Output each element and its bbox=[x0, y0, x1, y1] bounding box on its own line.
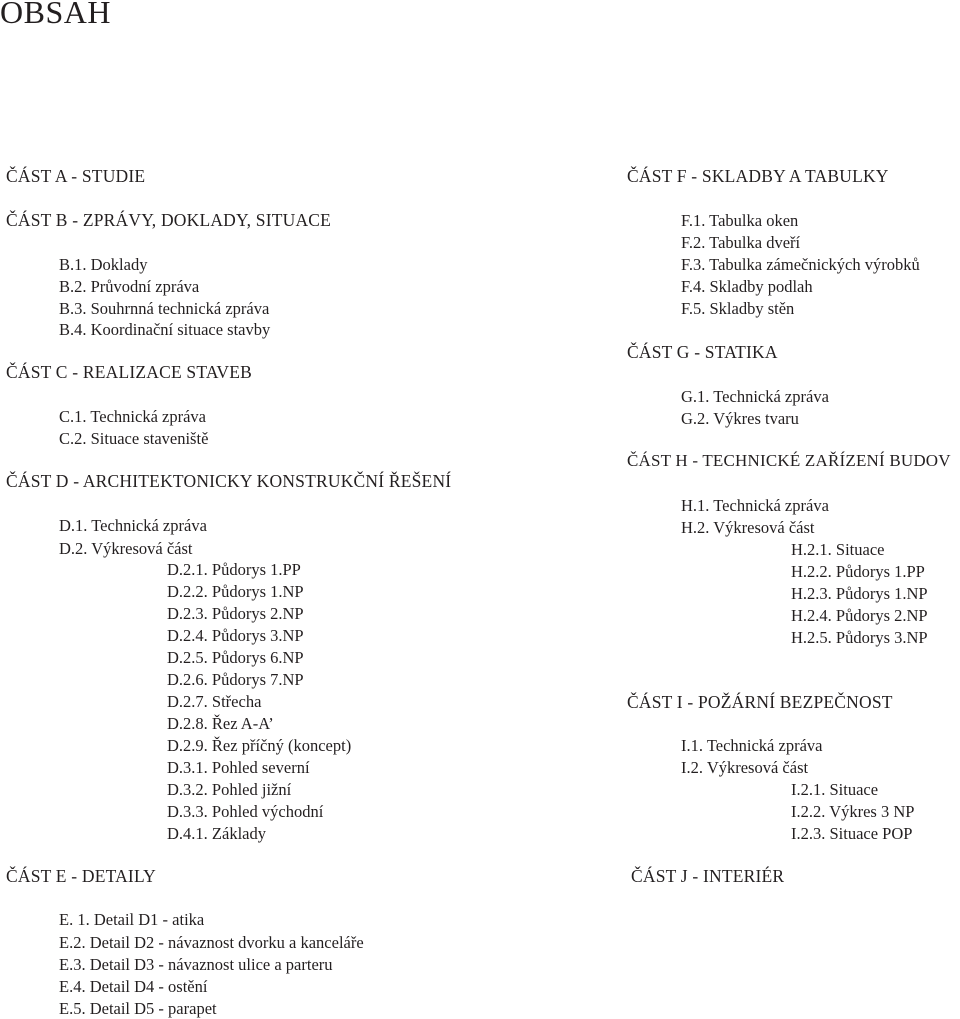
page-title: OBSAH bbox=[0, 0, 111, 30]
toc-item-b4: B.4. Koordinační situace stavby bbox=[59, 320, 271, 339]
toc-subitem: D.2.6. Půdorys 7.NP bbox=[167, 670, 304, 689]
toc-subitem: D.4.1. Základy bbox=[167, 824, 266, 843]
section-f-heading: ČÁST F - SKLADBY A TABULKY bbox=[627, 166, 889, 186]
toc-subitem: H.2.3. Půdorys 1.NP bbox=[791, 584, 928, 603]
toc-subitem: D.3.1. Pohled severní bbox=[167, 758, 310, 777]
toc-subitem: I.2.2. Výkres 3 NP bbox=[791, 802, 915, 821]
toc-item-f4: F.4. Skladby podlah bbox=[681, 277, 813, 296]
toc-subitem: I.2.1. Situace bbox=[791, 780, 879, 799]
toc-item-i2: I.2. Výkresová část bbox=[681, 758, 809, 777]
toc-subitem: D.2.2. Půdorys 1.NP bbox=[167, 582, 304, 601]
toc-item-e5: E.5. Detail D5 - parapet bbox=[59, 999, 217, 1018]
toc-item-c1: C.1. Technická zpráva bbox=[59, 407, 206, 426]
toc-item-e1: E. 1. Detail D1 - atika bbox=[59, 910, 205, 929]
toc-item-e3: E.3. Detail D3 - návaznost ulice a parteru bbox=[59, 955, 333, 974]
toc-subitem: D.2.7. Střecha bbox=[167, 692, 262, 711]
toc-item-h1: H.1. Technická zpráva bbox=[681, 496, 829, 515]
toc-item-d1: D.1. Technická zpráva bbox=[59, 516, 207, 535]
section-i-heading: ČÁST I - POŽÁRNÍ BEZPEČNOST bbox=[627, 692, 893, 712]
toc-item-b3: B.3. Souhrnná technická zpráva bbox=[59, 299, 270, 318]
section-h-heading: ČÁST H - TECHNICKÉ ZAŘÍZENÍ BUDOV bbox=[627, 451, 951, 470]
toc-subitem: D.3.2. Pohled jižní bbox=[167, 780, 292, 799]
toc-item-b2: B.2. Průvodní zpráva bbox=[59, 277, 200, 296]
section-a-heading: ČÁST A - STUDIE bbox=[6, 166, 146, 186]
section-g-heading: ČÁST G - STATIKA bbox=[627, 342, 778, 362]
toc-item-e4: E.4. Detail D4 - ostění bbox=[59, 977, 208, 996]
toc-item-h2: H.2. Výkresová část bbox=[681, 518, 815, 537]
section-c-heading: ČÁST C - REALIZACE STAVEB bbox=[6, 362, 253, 382]
section-e-heading: ČÁST E - DETAILY bbox=[6, 866, 156, 886]
toc-subitem: D.2.1. Půdorys 1.PP bbox=[167, 560, 301, 579]
toc-subitem: D.2.5. Půdorys 6.NP bbox=[167, 648, 304, 667]
toc-subitem: D.2.3. Půdorys 2.NP bbox=[167, 604, 304, 623]
toc-item-e2: E.2. Detail D2 - návaznost dvorku a kanceláře bbox=[59, 933, 364, 952]
section-b-heading: ČÁST B - ZPRÁVY, DOKLADY, SITUACE bbox=[6, 210, 332, 230]
toc-subitem: D.3.3. Pohled východní bbox=[167, 802, 324, 821]
toc-subitem: H.2.2. Půdorys 1.PP bbox=[791, 562, 925, 581]
toc-item-c2: C.2. Situace staveniště bbox=[59, 429, 209, 448]
toc-item-i1: I.1. Technická zpráva bbox=[681, 736, 823, 755]
toc-item-g1: G.1. Technická zpráva bbox=[681, 387, 829, 406]
toc-item-b1: B.1. Doklady bbox=[59, 255, 148, 274]
toc-subitem: D.2.4. Půdorys 3.NP bbox=[167, 626, 304, 645]
toc-item-f2: F.2. Tabulka dveří bbox=[681, 233, 801, 252]
toc-item-f3: F.3. Tabulka zámečnických výrobků bbox=[681, 255, 920, 274]
toc-subitem: H.2.5. Půdorys 3.NP bbox=[791, 628, 928, 647]
toc-subitem: H.2.4. Půdorys 2.NP bbox=[791, 606, 928, 625]
toc-item-d2: D.2. Výkresová část bbox=[59, 539, 193, 558]
toc-item-g2: G.2. Výkres tvaru bbox=[681, 409, 799, 428]
toc-item-f5: F.5. Skladby stěn bbox=[681, 299, 795, 318]
toc-item-f1: F.1. Tabulka oken bbox=[681, 211, 799, 230]
section-j-heading: ČÁST J - INTERIÉR bbox=[631, 866, 785, 886]
toc-subitem: H.2.1. Situace bbox=[791, 540, 885, 559]
toc-subitem: D.2.8. Řez A-A’ bbox=[167, 714, 274, 733]
toc-subitem: D.2.9. Řez příčný (koncept) bbox=[167, 736, 352, 755]
toc-subitem: I.2.3. Situace POP bbox=[791, 824, 913, 843]
section-d-heading: ČÁST D - ARCHITEKTONICKY KONSTRUKČNÍ ŘEŠENÍ bbox=[6, 471, 452, 491]
